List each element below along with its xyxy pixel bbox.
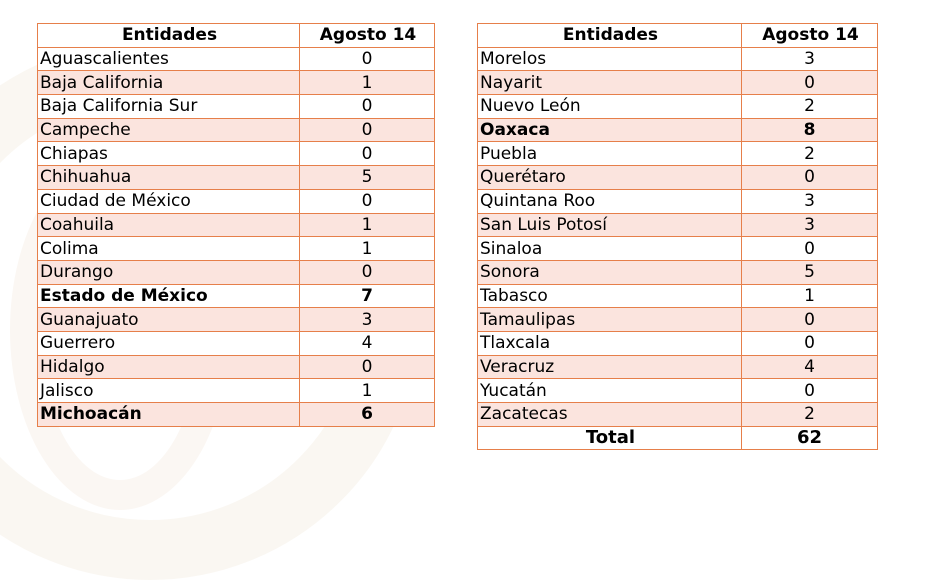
state-value: 0 [300,142,435,166]
table-row [38,308,435,332]
table-row [478,331,878,355]
state-name: Baja California Sur [38,95,300,119]
state-value: 2 [742,142,878,166]
state-value: 0 [742,166,878,190]
table-row [38,284,435,308]
state-name: Chiapas [38,142,300,166]
state-name: Guerrero [38,331,300,355]
table-row [478,71,878,95]
state-name: Nayarit [478,71,742,95]
table-row [478,189,878,213]
state-value: 2 [742,95,878,119]
state-name: Colima [38,237,300,261]
table-row [478,284,878,308]
state-name: Yucatán [478,379,742,403]
state-name: Jalisco [38,379,300,403]
column-header-entidades: Entidades [478,24,742,48]
state-name: Durango [38,260,300,284]
total-value: 62 [742,426,878,450]
state-name: Coahuila [38,213,300,237]
state-value: 7 [300,284,435,308]
states-table-right-body [478,47,878,426]
table-row [478,403,878,427]
table-row [478,118,878,142]
state-name: Zacatecas [478,403,742,427]
column-header-agosto-14: Agosto 14 [742,24,878,48]
state-value: 0 [742,331,878,355]
state-name: Tamaulipas [478,308,742,332]
state-value: 0 [742,237,878,261]
state-name: Chihuahua [38,166,300,190]
state-name: Quintana Roo [478,189,742,213]
state-value: 5 [742,260,878,284]
state-name: San Luis Potosí [478,213,742,237]
state-value: 0 [300,260,435,284]
state-name: Tabasco [478,284,742,308]
table-row [38,189,435,213]
state-value: 4 [300,331,435,355]
state-value: 8 [742,118,878,142]
state-name: Nuevo León [478,95,742,119]
state-value: 1 [300,71,435,95]
total-label: Total [478,426,742,450]
state-value: 0 [742,379,878,403]
column-header-agosto-14: Agosto 14 [300,24,435,48]
table-row [38,403,435,427]
table-row [38,166,435,190]
table-row [478,166,878,190]
state-name: Morelos [478,47,742,71]
state-name: Aguascalientes [38,47,300,71]
table-header-row [38,24,435,48]
state-value: 3 [742,47,878,71]
table-row [478,47,878,71]
states-table-left-body [38,47,435,426]
state-value: 0 [742,71,878,95]
table-row [478,260,878,284]
state-name: Querétaro [478,166,742,190]
state-name: Oaxaca [478,118,742,142]
table-row [478,355,878,379]
states-table-left [37,23,435,427]
table-row [38,71,435,95]
state-value: 0 [742,308,878,332]
total-row [478,426,878,450]
table-row [478,308,878,332]
state-value: 0 [300,47,435,71]
state-name: Tlaxcala [478,331,742,355]
table-row [38,47,435,71]
state-name: Puebla [478,142,742,166]
table-header-row [478,24,878,48]
table-row [38,260,435,284]
state-name: Sinaloa [478,237,742,261]
state-name: Michoacán [38,403,300,427]
state-value: 1 [300,237,435,261]
state-value: 6 [300,403,435,427]
state-value: 0 [300,189,435,213]
state-value: 1 [300,379,435,403]
state-value: 5 [300,166,435,190]
state-value: 0 [300,118,435,142]
state-value: 1 [300,213,435,237]
state-value: 4 [742,355,878,379]
table-row [38,142,435,166]
table-row [478,237,878,261]
table-row [38,379,435,403]
state-value: 2 [742,403,878,427]
table-row [38,95,435,119]
state-value: 3 [742,189,878,213]
table-row [478,142,878,166]
state-name: Estado de México [38,284,300,308]
table-row [478,379,878,403]
state-name: Ciudad de México [38,189,300,213]
table-row [478,95,878,119]
state-value: 1 [742,284,878,308]
state-name: Veracruz [478,355,742,379]
state-value: 0 [300,95,435,119]
state-value: 0 [300,355,435,379]
state-name: Guanajuato [38,308,300,332]
state-name: Sonora [478,260,742,284]
table-row [38,118,435,142]
state-name: Baja California [38,71,300,95]
table-row [38,237,435,261]
table-row [478,213,878,237]
state-value: 3 [742,213,878,237]
table-row [38,213,435,237]
column-header-entidades: Entidades [38,24,300,48]
states-table-right [477,23,878,450]
state-value: 3 [300,308,435,332]
table-row [38,331,435,355]
state-name: Campeche [38,118,300,142]
table-row [38,355,435,379]
state-name: Hidalgo [38,355,300,379]
